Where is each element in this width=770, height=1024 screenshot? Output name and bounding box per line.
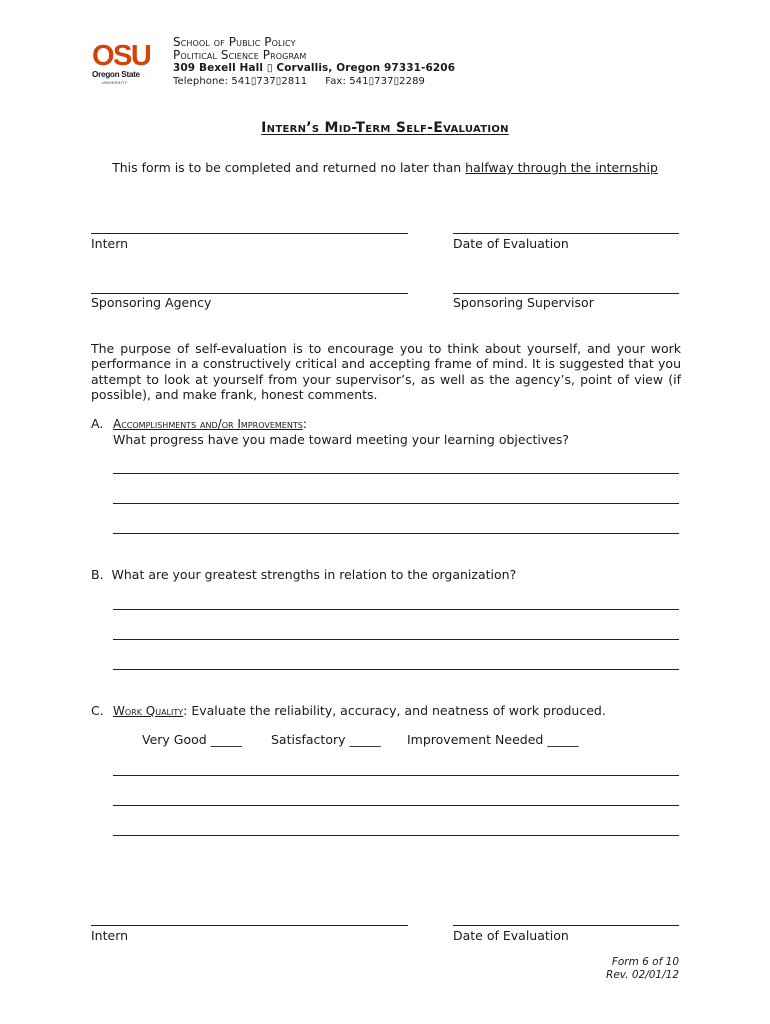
address: 309 Bexell Hall ▯ Corvallis, Oregon 97331-6206 (173, 62, 456, 74)
logo-tag: UNIVERSITY (102, 81, 128, 85)
rating-satisfactory[interactable]: Satisfactory _____ (271, 732, 381, 747)
logo-text: OSU (92, 40, 151, 72)
answer-line[interactable] (113, 473, 679, 474)
program-name: Political Science Program (173, 48, 307, 62)
question-c-letter: C. (91, 703, 104, 718)
intern-line[interactable] (91, 233, 408, 234)
form-number: Form 6 of 10 (611, 956, 679, 968)
answer-line[interactable] (113, 669, 679, 670)
page-title: Intern’s Mid-Term Self-Evaluation (261, 120, 509, 136)
answer-line[interactable] (113, 533, 679, 534)
header-block (173, 36, 455, 88)
question-b (91, 567, 516, 582)
question-c-heading: Work Quality (113, 704, 184, 718)
answer-line[interactable] (113, 775, 679, 776)
answer-line[interactable] (113, 503, 679, 504)
question-c-text: : Evaluate the reliability, accuracy, and neatness of work produced. (183, 703, 606, 718)
intern-label: Intern (91, 236, 129, 251)
fax: Fax: 541▯737▯2289 (325, 76, 426, 87)
instructions-text: This form is to be completed and returned no later than (112, 160, 466, 175)
question-a-heading: Accomplishments and/or Improvements (113, 417, 303, 431)
osu-logo-graphic (92, 36, 151, 86)
rating-very-good[interactable]: Very Good _____ (142, 732, 242, 747)
question-a-text: What progress have you made toward meeting your learning objectives? (113, 432, 570, 447)
footer (606, 956, 679, 982)
agency-line[interactable] (91, 293, 408, 294)
answer-line[interactable] (113, 835, 679, 836)
question-b-letter: B. (91, 567, 104, 582)
instructions (0, 160, 770, 175)
question-a (91, 416, 569, 447)
purpose-paragraph: The purpose of self-evaluation is to encourage you to think about yourself, and your work performance in a constructively critical and accepting frame of mind. It is suggested that you attempt to look at yourself from your supervisor’s, as well as the agency’s, point of view (if possible), and make frank, honest comments. (91, 341, 681, 403)
signature-date-line[interactable] (453, 925, 679, 926)
supervisor-line[interactable] (453, 293, 679, 294)
answer-line[interactable] (113, 609, 679, 610)
question-a-letter: A. (91, 416, 104, 431)
revision: Rev. 02/01/12 (606, 969, 679, 981)
signature-date-label: Date of Evaluation (453, 928, 569, 943)
question-a-colon: : (302, 416, 307, 431)
answer-line[interactable] (113, 639, 679, 640)
date-label: Date of Evaluation (453, 236, 569, 251)
question-c (91, 703, 606, 719)
contact-line (173, 75, 455, 88)
school-name: School of Public Policy (173, 35, 296, 49)
signature-intern-line[interactable] (91, 925, 408, 926)
osu-logo (92, 36, 151, 86)
instructions-emphasis: halfway through the internship (465, 160, 658, 175)
supervisor-label: Sponsoring Supervisor (453, 295, 594, 310)
question-b-text: What are your greatest strengths in relation to the organization? (111, 567, 517, 582)
signature-intern-label: Intern (91, 928, 129, 943)
agency-label: Sponsoring Agency (91, 295, 212, 310)
telephone: Telephone: 541▯737▯2811 (173, 76, 308, 87)
logo-sub: Oregon State (92, 70, 140, 79)
rating-improvement-needed[interactable]: Improvement Needed _____ (407, 732, 579, 747)
answer-line[interactable] (113, 805, 679, 806)
date-line[interactable] (453, 233, 679, 234)
